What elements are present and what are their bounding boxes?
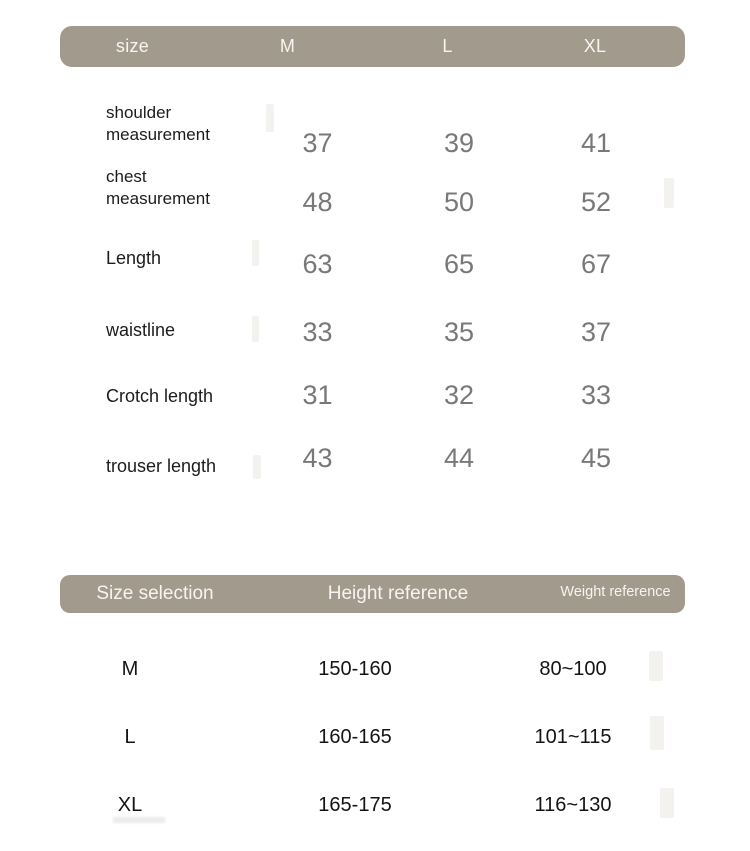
table-row-crotch (60, 364, 685, 427)
table-row-length (60, 238, 685, 301)
reference-header-height: Height reference (327, 583, 469, 604)
size-table-header-m: M (279, 36, 296, 56)
row-label: waistline (106, 320, 176, 341)
render-artifact (664, 178, 674, 208)
cell-value: 44 (443, 443, 475, 473)
cell-value: 37 (580, 317, 612, 347)
cell-value: 33 (580, 380, 612, 410)
table-row-xl (60, 771, 685, 839)
size-table-body (60, 103, 685, 490)
size-table-header-size: size (115, 36, 150, 56)
render-artifact (660, 788, 674, 818)
reference-table-body (60, 635, 685, 839)
table-row-l (60, 703, 685, 771)
cell-value: 35 (443, 317, 475, 347)
height-value: 150-160 (318, 657, 392, 680)
render-artifact (252, 240, 259, 266)
cell-value: 52 (580, 187, 612, 217)
cell-value: 43 (302, 443, 333, 473)
table-row-waistline (60, 301, 685, 364)
cell-value: 48 (302, 187, 333, 217)
reference-header-weight: Weight reference (560, 584, 671, 600)
cell-value: 32 (443, 380, 475, 410)
size-label: XL (117, 793, 143, 816)
weight-value: 116~130 (534, 793, 612, 816)
cell-value: 41 (580, 128, 612, 158)
cell-value: 65 (443, 249, 475, 279)
weight-value: 80~100 (539, 657, 607, 680)
render-artifact (253, 455, 261, 479)
size-label: M (121, 657, 139, 680)
size-table-header-xl: XL (583, 36, 607, 56)
table-row-trouser (60, 427, 685, 490)
table-row-m (60, 635, 685, 703)
cell-value: 37 (302, 128, 333, 158)
row-label: Length (106, 248, 162, 269)
weight-value: 101~115 (534, 725, 612, 748)
cell-value: 67 (580, 249, 612, 279)
row-label: Crotch length (106, 386, 214, 407)
height-value: 165-175 (318, 793, 392, 816)
cell-value: 63 (302, 249, 333, 279)
row-label: trouser length (106, 456, 217, 477)
cell-value: 45 (580, 443, 612, 473)
size-label: L (124, 725, 136, 748)
render-artifact (266, 104, 274, 132)
cell-value: 31 (302, 380, 333, 410)
render-artifact (252, 316, 259, 342)
render-artifact (649, 651, 663, 681)
cell-value: 50 (443, 187, 475, 217)
row-label: chest measurement (106, 167, 210, 208)
cell-value: 39 (443, 128, 475, 158)
reference-table-header (60, 575, 685, 613)
height-value: 160-165 (318, 725, 392, 748)
table-row-chest (60, 167, 685, 238)
reference-header-size: Size selection (96, 583, 214, 604)
cell-value: 33 (302, 317, 333, 347)
render-artifact (650, 716, 664, 750)
size-table-header (60, 26, 685, 67)
watermark-smudge (113, 817, 165, 823)
row-label: shoulder measurement (106, 103, 210, 144)
size-table-header-l: L (442, 36, 453, 56)
